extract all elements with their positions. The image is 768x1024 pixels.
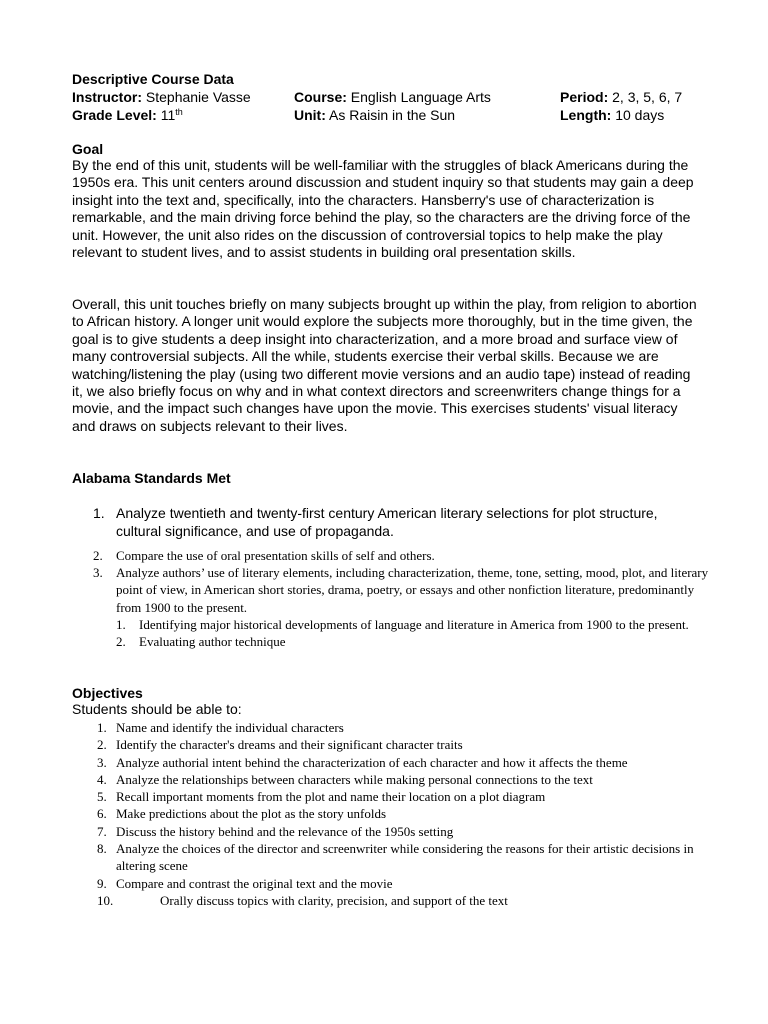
list-number: 7.: [97, 823, 107, 839]
list-number: 4.: [97, 771, 107, 787]
list-item: [97, 736, 717, 753]
standards-heading: Alabama Standards Met: [72, 470, 231, 486]
list-text: Name and identify the individual characters: [116, 720, 344, 735]
list-item: [97, 719, 717, 736]
info-row-1: [72, 89, 712, 107]
instructor-label: Instructor:: [72, 89, 142, 105]
standards-list-part-2: [93, 547, 713, 650]
list-text: Compare the use of oral presentation skills of self and others.: [116, 548, 435, 563]
objectives-intro: Students should be able to:: [72, 701, 242, 717]
length-label: Length:: [560, 106, 612, 123]
period-field: [560, 89, 682, 107]
list-item: [97, 788, 717, 805]
period-label: Period:: [560, 89, 609, 105]
list-text: Discuss the history behind and the relevance of the 1950s setting: [116, 823, 454, 839]
objectives-list: [97, 719, 717, 909]
list-number: 5.: [97, 789, 107, 805]
list-item: [97, 771, 717, 788]
sub-list-item: [93, 616, 713, 633]
list-number: 6.: [97, 806, 107, 822]
list-text: Identifying major historical developments of language and literature in America from 1900 to the present.: [139, 616, 689, 632]
grade-suffix: th: [175, 106, 183, 117]
list-number: 1.: [93, 505, 105, 521]
list-text: Evaluating author technique: [139, 634, 286, 650]
list-text: Analyze authorial intent behind the characterization of each character and how it affects the theme: [116, 754, 628, 770]
info-row-2: [72, 107, 712, 125]
list-number: 3.: [93, 565, 103, 581]
instructor-value: Stephanie Vasse: [145, 89, 251, 105]
goal-heading: Goal: [72, 141, 104, 157]
course-value: English Language Arts: [350, 89, 491, 105]
list-text: Analyze the choices of the director and screenwriter while considering the reasons for their artistic decisions in altering scene: [116, 841, 694, 874]
list-item: [97, 805, 717, 822]
list-text: Analyze authors’ use of literary elements, including characterization, theme, tone, setting, mood, plot, and literary point of view, in American short stories, drama, poetry, or essays and other nonfiction literature, predominantly from 1900 to the present.: [116, 565, 709, 615]
objectives-heading: Objectives: [72, 685, 143, 701]
length-value: 10 days: [615, 106, 665, 123]
list-number: 2.: [97, 737, 107, 753]
list-text: Orally discuss topics with clarity, precision, and support of the text: [160, 892, 508, 908]
unit-label: Unit:: [294, 106, 326, 123]
list-number: 9.: [97, 875, 107, 891]
list-number: 10.: [97, 892, 114, 908]
list-item: [97, 892, 717, 909]
goal-paragraph-1: By the end of this unit, students will be well-familiar with the struggles of black Americans during the 1950s era. This unit centers around discussion and student inquiry so that students may gain a deep insight into the text and, specifically, into the characters. Hansberry's use of characterization is remarkable, and the main driving force behind the play, so the characters are the driving force of the unit. However, the unit also rides on the discussion of controversial topics to help make the play relevant to student lives, and to assist students in building oral presentation skills.: [72, 157, 694, 261]
list-item: [93, 505, 693, 540]
grade-label: Grade Level:: [72, 106, 157, 123]
course-field: [294, 89, 491, 107]
list-item: [93, 547, 713, 564]
goal-paragraph-2: Overall, this unit touches briefly on many subjects brought up within the play, from religion to abortion to African history. A longer unit would explore the subjects more thoroughly, but in the time given, the goal is to give students a deep insight into characterization, and a more broad and surface view of many controversial subjects. All the while, students exercise their verbal skills. Because we are watching/listening the play (using two different movie versions and an audio tape) instead of reading it, we also briefly focus on why and in what context directors and screenwriters change things for a movie, and the impact such changes have upon the movie. This exercises students' visual literacy and draws on subjects relevant to their lives.: [72, 296, 697, 434]
list-item: [97, 823, 717, 840]
list-text: Make predictions about the plot as the story unfolds: [116, 806, 387, 822]
list-number: 3.: [97, 754, 107, 770]
list-text: Identify the character's dreams and their significant character traits: [116, 737, 463, 753]
course-info-grid: [72, 89, 712, 124]
list-item: [97, 840, 717, 875]
list-number: 1.: [97, 720, 107, 735]
list-item: [97, 754, 717, 771]
sub-list-item: [93, 633, 713, 650]
list-item: [97, 875, 717, 892]
length-field: [560, 107, 664, 125]
course-data-heading: Descriptive Course Data: [72, 71, 234, 87]
standards-list-part-1: [93, 505, 693, 540]
grade-field: [72, 107, 183, 125]
instructor-field: [72, 89, 251, 107]
list-text: Analyze twentieth and twenty-first century American literary selections for plot structure, cultural significance, and use of propaganda.: [116, 505, 658, 539]
list-text: Analyze the relationships between characters while making personal connections to the text: [116, 771, 593, 787]
list-number: 2.: [93, 548, 103, 563]
list-number: 1.: [116, 616, 126, 632]
list-number: 2.: [116, 634, 126, 650]
period-value: 2, 3, 5, 6, 7: [612, 89, 683, 105]
unit-value: As Raisin in the Sun: [329, 106, 456, 123]
unit-field: [294, 107, 455, 125]
list-text: Recall important moments from the plot and name their location on a plot diagram: [116, 789, 546, 805]
list-item: [93, 564, 713, 616]
list-text: Compare and contrast the original text and the movie: [116, 875, 393, 891]
course-label: Course:: [294, 89, 347, 105]
list-number: 8.: [97, 841, 107, 857]
grade-value: 11: [160, 106, 176, 123]
